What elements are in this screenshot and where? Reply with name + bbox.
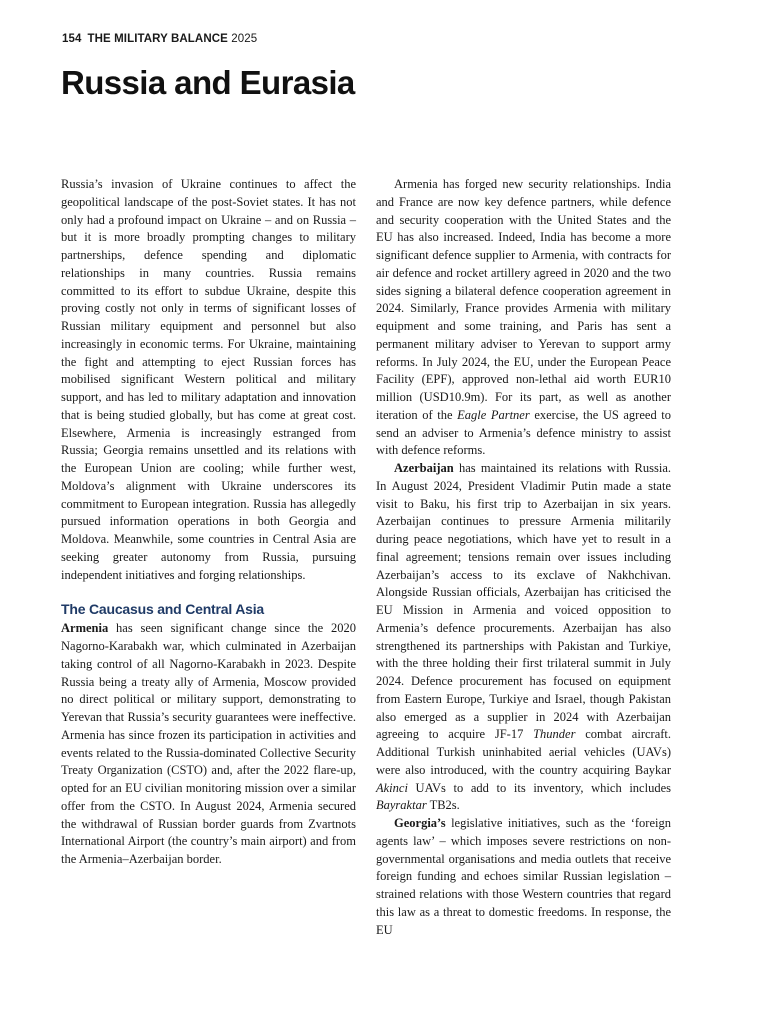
paragraph-text: Armenia has forged new security relationships. India and France are now key defence partners, while defence and security cooperation with the United States and the EU has also increased. Indeed, India has become a more significant defence supplier to Armenia, with contracts for air defence and rocket artillery agreed in 2020 and the two sides signing a bilateral defence cooperation agreement in 2024. Similarly, France provides Armenia with military equipment and some training, and Paris has sent a permanent military adviser to Yerevan to support army reforms. In July 2024, the EU, under the European Peace Facility (EPF), approved non-lethal aid worth EUR10 million (USD10.9m). For its part, as well as another iteration of the <box>376 177 671 422</box>
publication-title: THE MILITARY BALANCE <box>87 33 228 45</box>
publication-year: 2025 <box>231 33 258 45</box>
armenia-partners-paragraph <box>376 176 671 460</box>
uav-name: Bayraktar <box>376 798 427 813</box>
armenia-lead: Armenia <box>61 621 109 636</box>
aircraft-name: Thunder <box>533 727 576 742</box>
right-column <box>376 176 671 939</box>
georgia-lead: Georgia’s <box>394 816 446 830</box>
paragraph-text: has maintained its relations with Russia. In August 2024, President Vladimir Putin made a state visit to Baku, his first trip to Azerbaijan in six years. Azerbaijan continues to pressure Armenia militarily during peace negotiations, which have yet to result in a final agreement; tensions remain over issues including Azerbaijan’s access to its exclave of Nakhchivan. Alongside Russian officials, Azerbaijan has criticised the EU Mission in Armenia and voiced opposition to Armenia’s defence procurements. Azerbaijan has also strengthened its partnerships with Pakistan and Turkiye, with the three holding their first trilateral summit in July 2024. Defence procurement has focused on equipment from Eastern Europe, Turkiye and Israel, though Pakistan also emerged as a supplier in 2024 with Azerbaijan agreeing to acquire JF-17 <box>376 461 671 742</box>
paragraph-text: UAVs to add to its inventory, which includes <box>407 780 671 795</box>
armenia-text: has seen significant change since the 2020 Nagorno-Karabakh war, which culminated in Azerbaijan taking control of all Nagorno-Karabakh in 2023. Despite Russia being a treaty ally of Armenia, Moscow provided no direct political or military support, demonstrating to Yerevan that Russia’s security guarantees were ineffective. Armenia has since frozen its participation in activities and events related to the Russia-dominated Collective Security Treaty Organization (CSTO) and, after the 2022 flare-up, opted for an EU civilian monitoring mission over a similar offer from the CSTO. In August 2024, Armenia secured the withdrawal of Russian border guards from Zvartnots International Airport (the country’s main airport) and from the Armenia–Azerbaijan border. <box>61 621 356 866</box>
exercise-name: Eagle Partner <box>457 407 530 422</box>
intro-paragraph: Russia’s invasion of Ukraine continues to affect the geopolitical landscape of the post-Soviet states. It has not only had a profound impact on Ukraine – and on Russia – but it is more broadly prompting changes to military partnerships, defence spending and diplomatic relationships in many countries. Russia remains committed to its effort to subdue Ukraine, despite this proving costly not only in terms of significant losses of Russian military equipment and personnel but also increasingly in economic terms. For Ukraine, maintaining the fight and attempting to eject Russian forces has mobilised significant Western political and military support, and has led to military adaptation and innovation that is being studied globally, but has come at great cost. Elsewhere, Armenia is increasingly estranged from Russia; Georgia remains unsettled and its relations with the European Union are cooling; while further west, Moldova’s alignment with Ukraine underscores its commitment to European integration. Russia has allegedly pursued information operations in both Georgia and Moldova. Meanwhile, some countries in Central Asia are seeking greater autonomy from Russia, pursuing independent initiatives and forging relationships. <box>61 177 356 582</box>
georgia-paragraph <box>376 815 671 939</box>
chapter-title: Russia and Eurasia <box>61 64 355 101</box>
paragraph-text: combat aircraft. Additional Turkish uninhabited aerial vehicles (UAVs) were also introduced, with the country acquiring Baykar <box>376 727 672 777</box>
left-column <box>61 176 356 869</box>
paragraph-text: exercise, the US agreed to send an adviser to Armenia’s defence ministry to assist with defence reforms. <box>376 407 671 458</box>
page-number: 154 <box>62 33 82 45</box>
azerbaijan-lead: Azerbaijan <box>394 461 454 475</box>
azerbaijan-paragraph <box>376 460 671 815</box>
paragraph-text: legislative initiatives, such as the ‘foreign agents law’ – which imposes severe restrictions on non-governmental organisations and media outlets that receive foreign funding and echoes similar Russian legislation – strained relations with those Western countries that regard this law as a threat to domestic freedoms. In response, the EU <box>376 816 671 937</box>
armenia-paragraph <box>61 620 356 869</box>
uav-name: Akinci <box>376 780 408 795</box>
paragraph-text: TB2s. <box>426 798 460 813</box>
section-heading: The Caucasus and Central Asia <box>61 601 264 618</box>
running-head <box>62 33 257 45</box>
